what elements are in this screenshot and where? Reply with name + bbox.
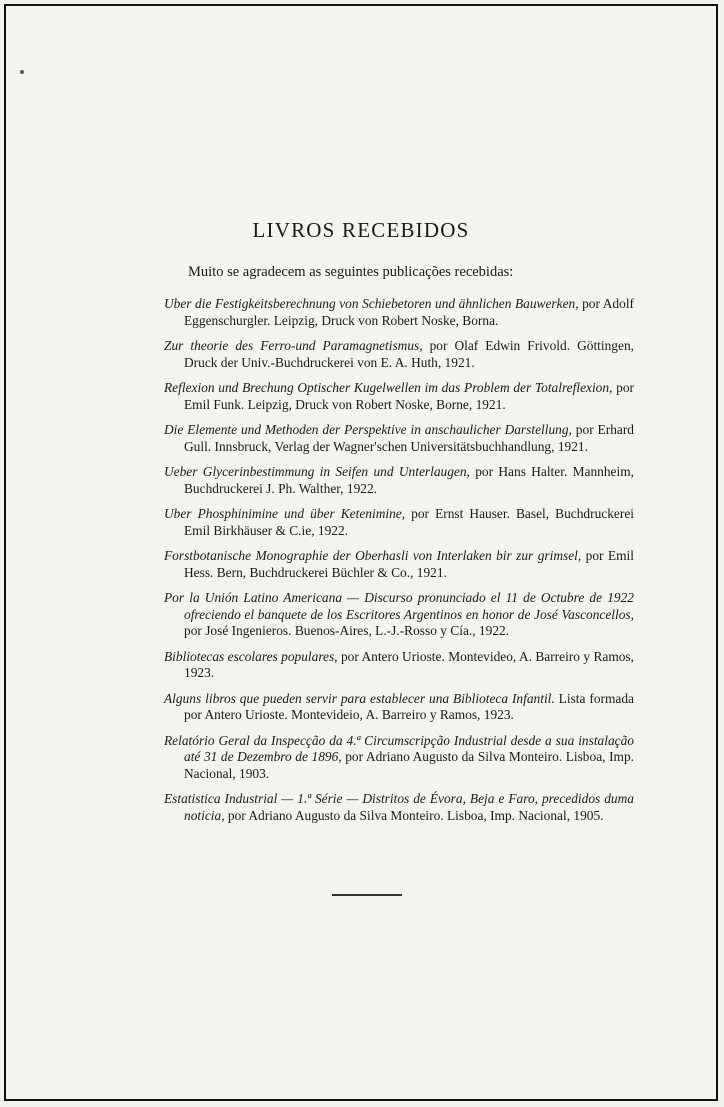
work-details: por José Ingenieros. Buenos-Aires, L.-J.-Rosso y Cía., 1922. <box>184 623 510 638</box>
work-title: Ueber Glycerinbestimmung in Seifen und Unterlaugen, <box>164 464 470 479</box>
work-details: por Hans Halter. Mannheim, Buchdruckerei J. Ph. Walther, 1922. <box>184 464 634 496</box>
work-title: Uber Phosphinimine und über Ketenimine, <box>164 506 406 521</box>
work-title: Reflexion und Brechung Optischer Kugelwellen im das Problem der Totalreflexion, <box>164 380 613 395</box>
intro-text: Muito se agradecem as seguintes publicações recebidas: <box>188 264 514 280</box>
work-details: por Emil Funk. Leipzig, Druck von Robert Noske, Borne, 1921. <box>184 380 634 412</box>
work-title: Relatório Geral da Inspecção da 4.ª Circumscripção Industrial desde a sua instalação até 31 de Dezembro de 1896, <box>164 732 634 764</box>
work-title: Estatistica Industrial — 1.ª Série — Distritos de Évora, Beja e Faro, precedidos duma noticia, <box>164 791 634 823</box>
list-item <box>164 338 634 371</box>
list-item <box>164 506 634 539</box>
work-details: por Antero Urioste. Montevideo, A. Barreiro y Ramos, 1923. <box>184 648 634 680</box>
work-title: Alguns libros que pueden servir para establecer una Biblioteca Infantil. <box>164 690 555 706</box>
work-details: por Adolf Eggenschurgler. Leipzig, Druck von Robert Noske, Borna. <box>184 296 634 328</box>
publication-list <box>164 296 634 833</box>
list-item <box>164 296 634 329</box>
work-details: Lista formada por Antero Urioste. Montevideio, A. Barreiro y Ramos, 1923. <box>184 690 634 722</box>
work-title: Zur theorie des Ferro-und Paramagnetismus, <box>164 338 423 353</box>
work-details: por Ernst Hauser. Basel, Buchdruckerei Emil Birkhäuser & C.ie, 1922. <box>184 506 634 538</box>
list-item <box>164 649 634 682</box>
list-item <box>164 590 634 640</box>
list-item <box>164 380 634 413</box>
work-title: Forstbotanische Monographie der Oberhasli von Interlaken bir zur grimsel, <box>164 548 582 563</box>
work-details: por Olaf Edwin Frivold. Göttingen, Druck der Univ.-Buchdruckerei von E. A. Huth, 1921. <box>184 338 634 370</box>
work-title: Por la Unión Latino Americana — Discurso pronunciado el 11 de Octubre de 1922 ofreciendo el banquete de los Escritores Argentinos en honor de José Vasconcellos, <box>164 590 634 622</box>
page-title: LIVROS RECEBIDOS <box>252 218 470 242</box>
work-title: Bibliotecas escolares populares, <box>164 648 338 664</box>
work-title: Uber die Festigkeitsberechnung von Schiebetoren und ähnlichen Bauwerken, <box>164 296 579 311</box>
list-item <box>164 791 634 824</box>
closing-rule <box>332 894 402 896</box>
list-item <box>164 691 634 724</box>
work-details: por Adriano Augusto da Silva Monteiro. Lisboa, Imp. Nacional, 1905. <box>224 807 604 823</box>
work-details: por Emil Hess. Bern, Buchdruckerei Büchler & Co., 1921. <box>184 548 634 580</box>
page <box>4 4 718 1101</box>
list-item <box>164 464 634 497</box>
work-title: Die Elemente und Methoden der Perspektive in anschaulicher Darstellung, <box>164 422 572 437</box>
work-details: por Adriano Augusto da Silva Monteiro. Lisboa, Imp. Nacional, 1903. <box>184 749 634 781</box>
work-details: por Erhard Gull. Innsbruck, Verlag der Wagner'schen Universitätsbuchhandlung, 1921. <box>184 422 634 454</box>
list-item <box>164 733 634 783</box>
list-item <box>164 548 634 581</box>
page-speck <box>20 70 24 74</box>
list-item <box>164 422 634 455</box>
